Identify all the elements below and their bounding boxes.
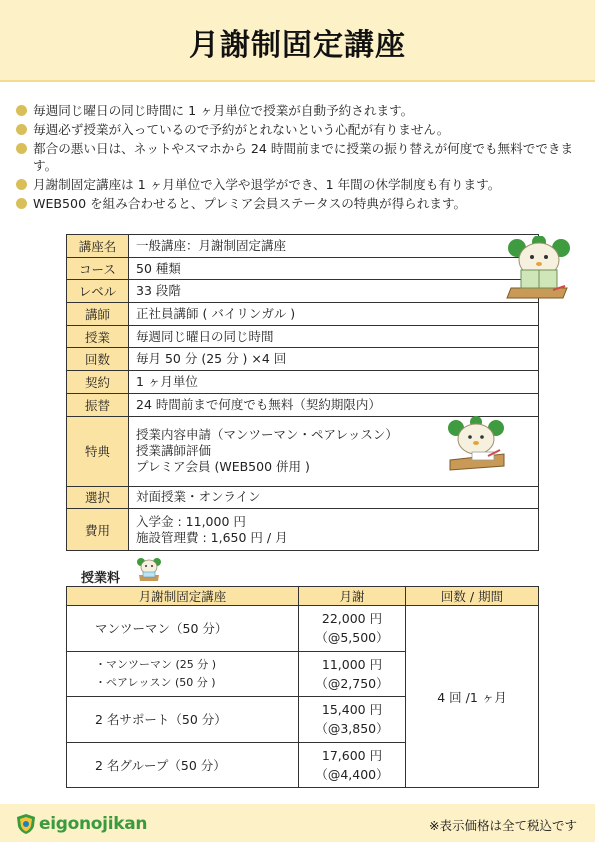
monthly-fee	[299, 742, 406, 788]
course-name: 2 名グループ（50 分）	[67, 742, 299, 788]
mascot-writing-icon	[446, 416, 508, 472]
table-row	[67, 348, 539, 371]
bullet-dot-icon	[16, 179, 27, 190]
fee-unit: （@5,500）	[315, 630, 389, 646]
spec-value: 1 ヶ月単位	[129, 371, 539, 394]
spec-key: 講師	[67, 303, 129, 326]
spec-key: 費用	[67, 509, 129, 551]
mascot-reading-icon	[505, 236, 573, 300]
tuition-table	[66, 586, 539, 788]
table-row	[67, 280, 539, 303]
spec-value: 24 時間前まで何度でも無料（契約期限内）	[129, 393, 539, 416]
list-item	[15, 140, 585, 174]
list-item-text: 月謝制固定講座は 1 ヶ月単位で入学や退学ができ、1 年間の休学制度も有ります。	[33, 177, 501, 192]
table-row	[67, 509, 539, 551]
brand-logo	[16, 813, 147, 835]
table-row	[67, 371, 539, 394]
fee-unit: （@4,400）	[315, 767, 389, 783]
page-title: 月謝制固定講座	[189, 28, 406, 63]
spec-key: 回数	[67, 348, 129, 371]
column-header: 回数 / 期間	[406, 587, 539, 606]
list-item-text: 毎週同じ曜日の同じ時間に 1 ヶ月単位で授業が自動予約されます。	[33, 103, 414, 118]
course-spec-table	[66, 234, 539, 551]
course-name: マンツーマン（50 分）	[67, 606, 299, 652]
list-item-text: 都合の悪い日は、ネットやスマホから 24 時間前までに授業の振り替えが何度でも無料でできます。	[33, 141, 574, 173]
spec-value: 33 段階	[129, 280, 539, 303]
spec-value-line: 授業講師評価	[136, 443, 212, 458]
table-row	[67, 486, 539, 509]
monthly-fee	[299, 697, 406, 743]
bullet-dot-icon	[16, 143, 27, 154]
list-item	[15, 176, 585, 193]
spec-value	[129, 509, 539, 551]
tax-note: ※表示価格は全て税込です	[429, 818, 577, 833]
spec-key: 選択	[67, 486, 129, 509]
monthly-fee	[299, 651, 406, 697]
spec-value: 正社員講師 ( バイリンガル )	[129, 303, 539, 326]
table-row	[67, 257, 539, 280]
fee-unit: （@3,850）	[315, 721, 389, 737]
monthly-fee	[299, 606, 406, 652]
spec-value-line: プレミア会員 (WEB500 併用 )	[136, 459, 310, 474]
fee-amount: 22,000 円	[321, 611, 383, 627]
column-header: 月謝制固定講座	[67, 587, 299, 606]
table-row	[67, 303, 539, 326]
spec-value-line: 授業内容申請（マンツーマン・ペアレッスン）	[136, 427, 398, 442]
mascot-small-icon	[136, 556, 162, 582]
course-name: 2 名サポート（50 分）	[67, 697, 299, 743]
list-item	[15, 102, 585, 119]
spec-value: 毎月 50 分 (25 分 ) ×4 回	[129, 348, 539, 371]
fee-unit: （@2,750）	[315, 675, 389, 691]
bullet-dot-icon	[16, 198, 27, 209]
spec-key: 講座名	[67, 235, 129, 258]
list-item	[15, 195, 585, 212]
list-item	[15, 121, 585, 138]
spec-value-line: 入学金 : 11,000 円	[136, 513, 246, 529]
spec-key: 振替	[67, 393, 129, 416]
spec-value: 毎週同じ曜日の同じ時間	[129, 325, 539, 348]
spec-key: 特典	[67, 416, 129, 486]
fee-amount: 17,600 円	[321, 748, 383, 764]
course-name-line: ・マンツーマン (25 分 )	[95, 657, 217, 671]
spec-key: コース	[67, 257, 129, 280]
spec-value: 一般講座：月謝制固定講座	[129, 235, 539, 258]
list-item-text: 毎週必ず授業が入っているので予約がとれないという心配が有りません。	[33, 122, 450, 137]
feature-list	[15, 102, 585, 214]
lesson-period: 4 回 /1 ヶ月	[406, 606, 539, 788]
bullet-dot-icon	[16, 105, 27, 116]
table-header-row	[67, 587, 539, 606]
bullet-dot-icon	[16, 124, 27, 135]
fee-amount: 11,000 円	[321, 656, 383, 672]
spec-key: 授業	[67, 325, 129, 348]
spec-value: 50 種類	[129, 257, 539, 280]
table-row	[67, 393, 539, 416]
course-name-line: ・ペアレッスン (50 分 )	[95, 675, 216, 689]
spec-value: 対面授業・オンライン	[129, 486, 539, 509]
header-banner	[0, 0, 595, 82]
course-name	[67, 651, 299, 697]
logo-text: eigonojikan	[39, 814, 148, 834]
column-header: 月謝	[299, 587, 406, 606]
table-row	[67, 606, 539, 652]
list-item-text: WEB500 を組み合わせると、プレミア会員ステータスの特典が得られます。	[33, 196, 467, 211]
shield-logo-icon	[16, 813, 36, 835]
table-row	[67, 325, 539, 348]
price-section-label: 授業料	[81, 571, 121, 586]
table-row	[67, 235, 539, 258]
footer-banner	[0, 804, 595, 842]
spec-key: 契約	[67, 371, 129, 394]
spec-value-line: 施設管理費 : 1,650 円 / 月	[136, 529, 288, 545]
spec-key: レベル	[67, 280, 129, 303]
fee-amount: 15,400 円	[321, 702, 383, 718]
